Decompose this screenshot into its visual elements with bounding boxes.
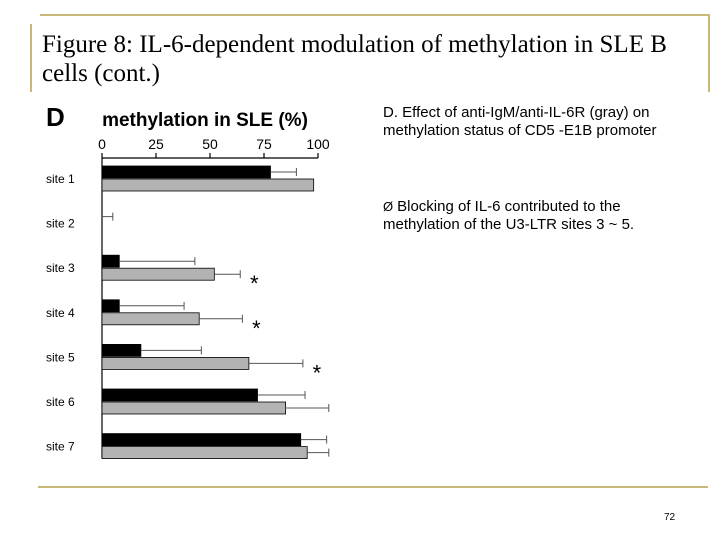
- bar: [102, 300, 119, 312]
- category-label: site 6: [46, 395, 75, 409]
- bullet-point: [383, 198, 693, 234]
- frame-line-right: [708, 14, 710, 92]
- slide-title: Figure 8: IL-6-dependent modulation of methylation in SLE B cells (cont.): [42, 31, 667, 87]
- category-label: site 5: [46, 350, 75, 365]
- x-tick-label: 75: [256, 136, 272, 152]
- bar: [102, 255, 119, 267]
- bars: [102, 166, 329, 459]
- x-tick-label: 25: [148, 136, 164, 152]
- bar: [102, 179, 314, 191]
- bar: [102, 389, 258, 401]
- category-label: site 4: [46, 305, 75, 320]
- bar: [102, 268, 214, 280]
- panel-description: [383, 104, 693, 140]
- frame-line-top: [40, 14, 710, 16]
- x-tick-label: 0: [98, 136, 106, 152]
- bullet-text: Blocking of IL-6 contributed to the methylation of the U3-LTR sites 3 ~ 5.: [383, 198, 635, 233]
- bar: [102, 166, 270, 178]
- category-label: site 1: [46, 172, 75, 186]
- bar: [102, 357, 249, 369]
- significance-star: *: [249, 271, 259, 297]
- bar: [102, 434, 301, 446]
- description-text: D. Effect of anti-IgM/anti-IL-6R (gray) on methylation status of CD5 -E1B promoter: [383, 104, 657, 139]
- methylation-bar-chart: [40, 96, 340, 466]
- x-tick-label: 50: [202, 136, 218, 152]
- bar: [102, 447, 307, 459]
- category-labels: [46, 172, 75, 454]
- category-label: site 3: [46, 261, 75, 276]
- bullet-arrow-icon: Ø: [383, 199, 394, 214]
- bar: [102, 313, 199, 325]
- significance-markers: [250, 271, 322, 385]
- chart-title: methylation in SLE (%): [102, 110, 308, 131]
- significance-star: *: [312, 360, 322, 386]
- bar: [102, 402, 286, 414]
- significance-star: *: [252, 315, 261, 341]
- page-number: 72: [664, 512, 676, 523]
- x-tick-label: 100: [306, 136, 330, 152]
- bar: [102, 344, 141, 356]
- category-label: site 7: [46, 439, 75, 454]
- category-label: site 2: [46, 216, 75, 231]
- frame-line-left: [30, 24, 32, 92]
- frame-line-bottom: [38, 486, 708, 488]
- panel-letter: D: [46, 102, 65, 132]
